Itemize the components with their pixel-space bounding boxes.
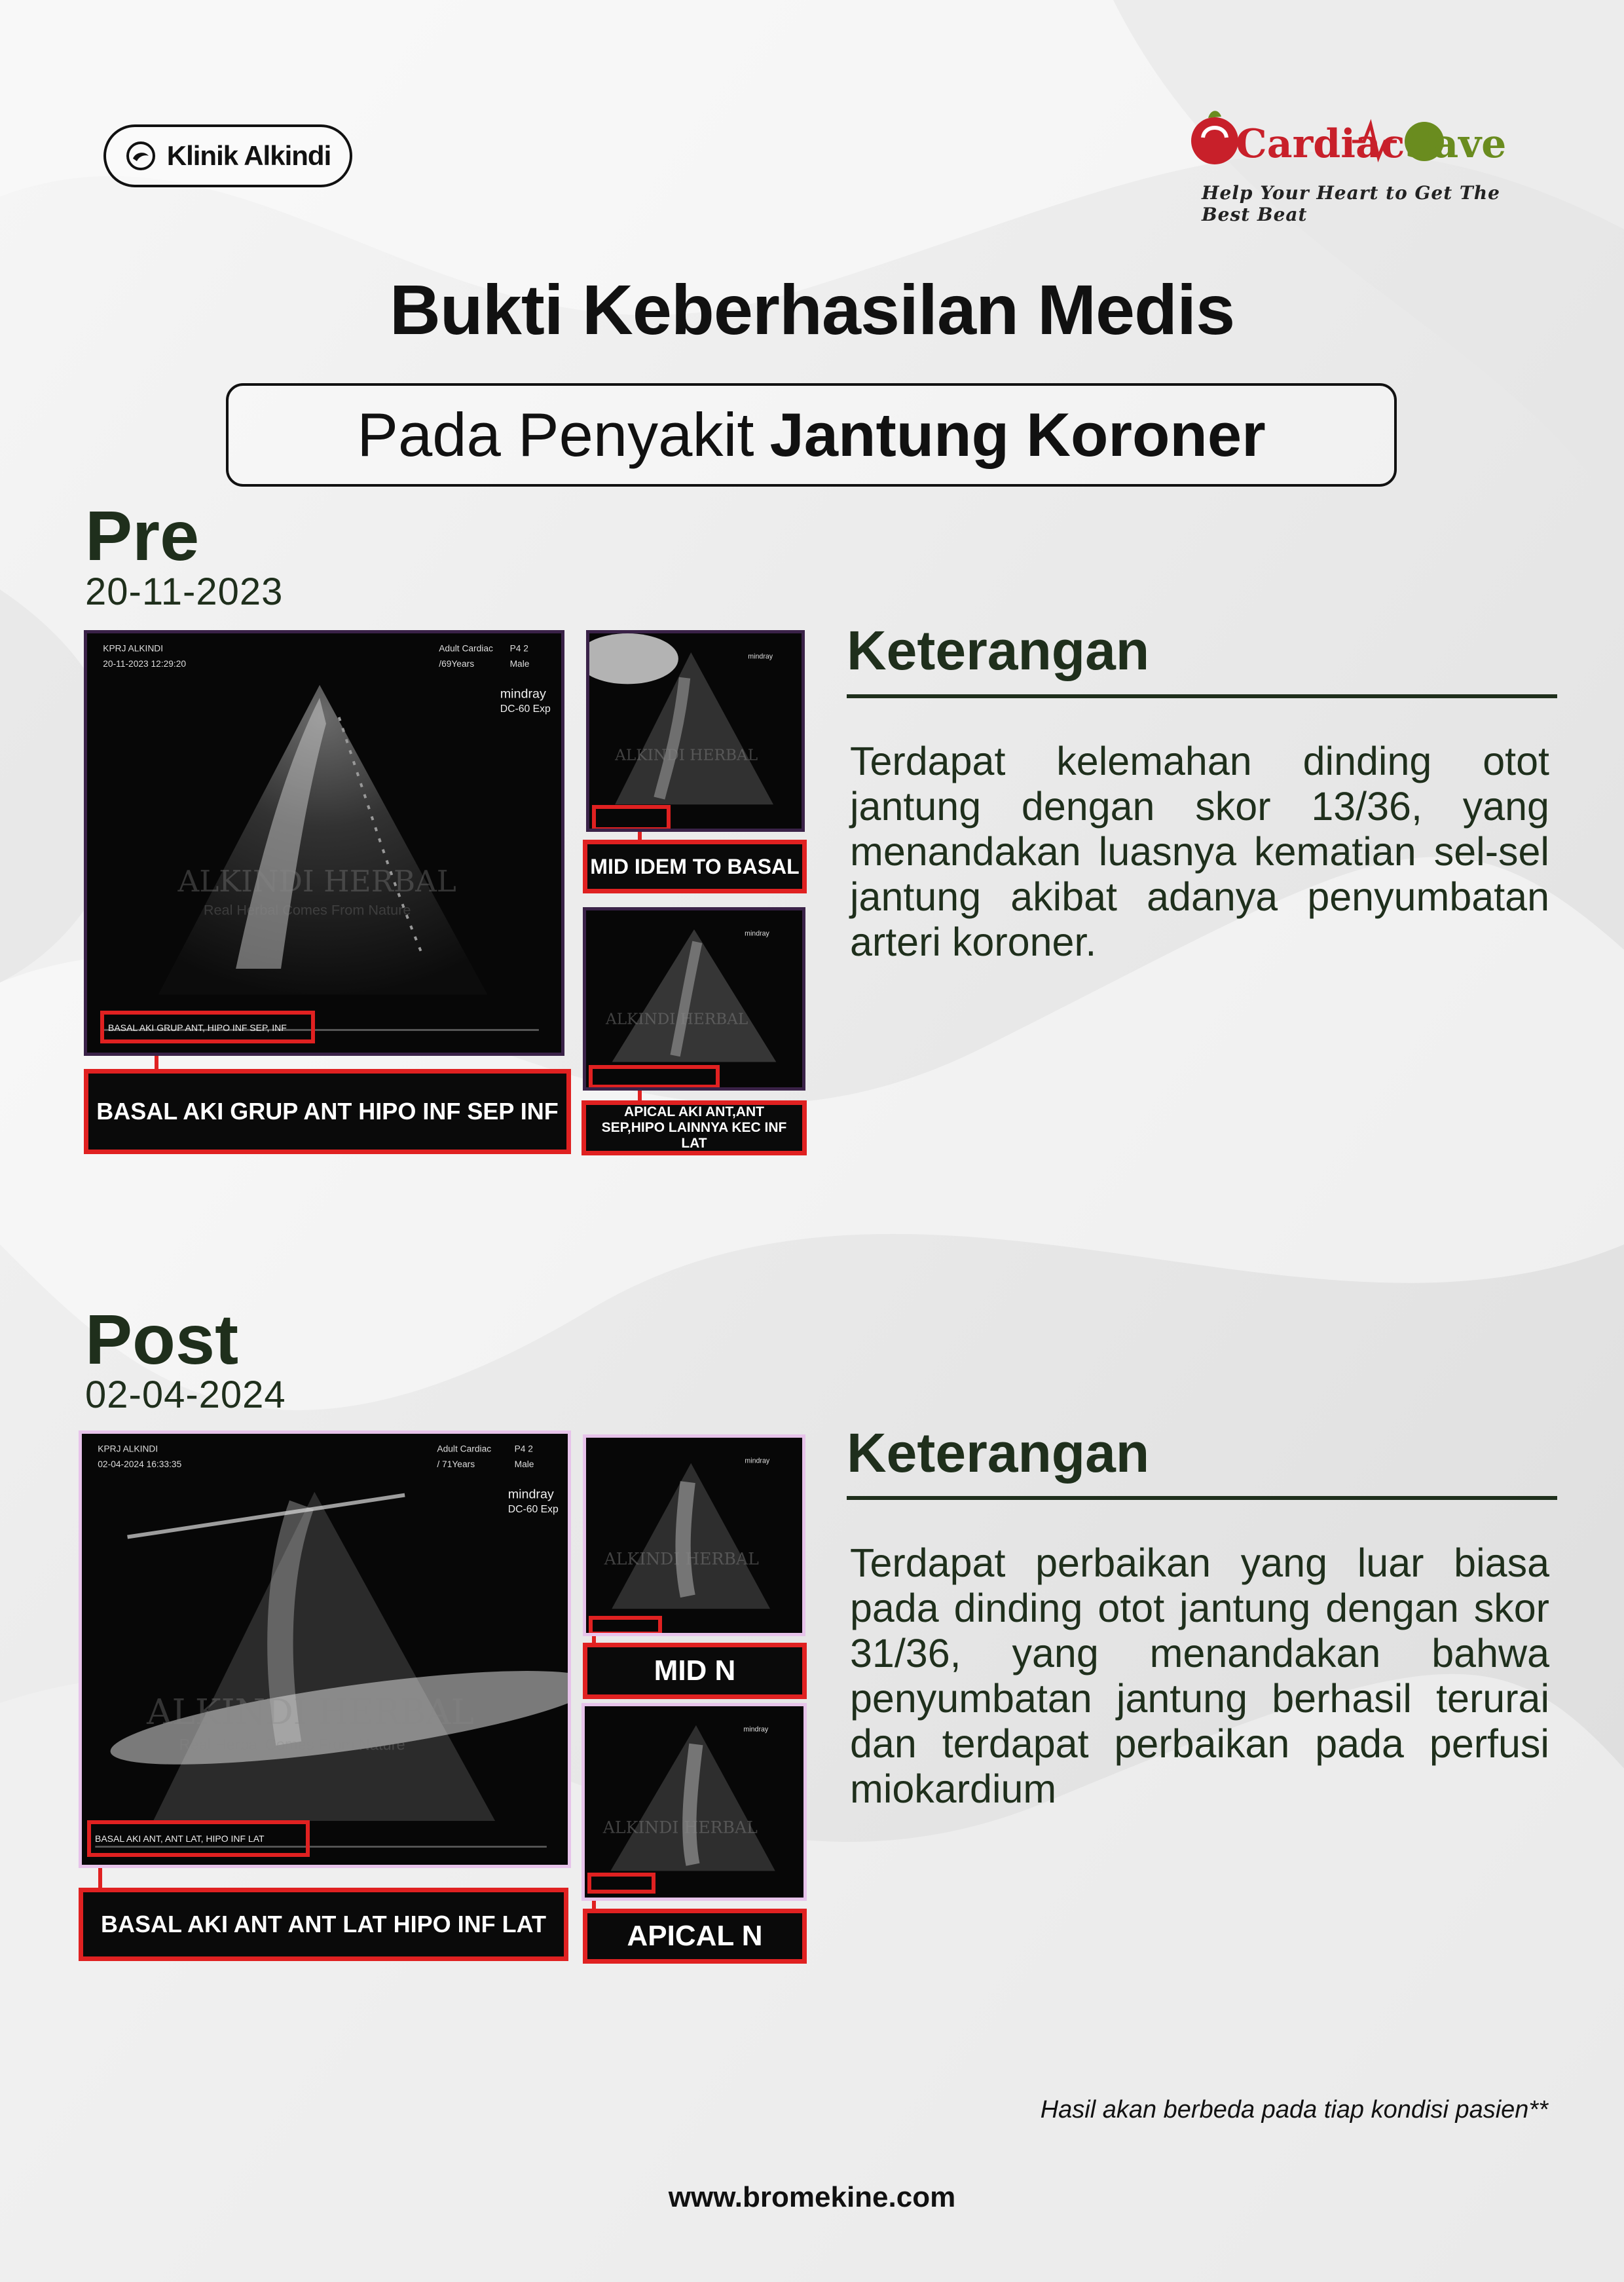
post-echo-mid-image [583, 1434, 805, 1636]
echo-scan-graphic [589, 633, 802, 829]
echo-scan-graphic [87, 633, 561, 1053]
svg-text:mindray: mindray [748, 652, 773, 661]
svg-text:KPRJ ALKINDI: KPRJ ALKINDI [98, 1444, 158, 1454]
post-main-annotation: BASAL AKI ANT, ANT LAT, HIPO INF LAT [95, 1833, 265, 1844]
post-label: Post [85, 1300, 239, 1379]
svg-text:ALKINDI HERBAL: ALKINDI HERBAL [606, 1011, 748, 1028]
svg-text:mindray: mindray [500, 686, 546, 701]
brand-tagline: Help Your Heart to Get The Best Beat [1202, 182, 1500, 225]
svg-text:ALKINDI HERBAL: ALKINDI HERBAL [147, 1692, 474, 1733]
echo-scan-graphic [586, 910, 802, 1087]
brand-logo [1189, 105, 1529, 225]
svg-text:DC-60 Exp: DC-60 Exp [500, 703, 551, 715]
svg-text:ALKINDI HERBAL: ALKINDI HERBAL [177, 863, 456, 899]
subtitle-bold: Jantung Koroner [769, 400, 1266, 469]
svg-text:mindray: mindray [743, 1725, 769, 1734]
clinic-badge [103, 124, 352, 187]
pre-echo-apical-image [583, 907, 805, 1091]
pre-mid-tag: MID IDEM TO BASAL [583, 840, 807, 893]
svg-text:P4 2: P4 2 [509, 643, 528, 654]
svg-text:mindray: mindray [745, 1457, 770, 1465]
svg-text:Adult Cardiac: Adult Cardiac [439, 643, 493, 654]
echo-scan-graphic [82, 1434, 568, 1865]
pre-main-tag: BASAL AKI GRUP ANT HIPO INF SEP INF [84, 1069, 571, 1154]
svg-text:mindray: mindray [507, 1487, 554, 1502]
brand-name-part2: Save [1405, 121, 1507, 167]
post-keterangan-title: Keterangan [847, 1422, 1150, 1484]
post-mid-tag: MID N [583, 1643, 807, 1699]
svg-text:02-04-2024 16:33:35: 02-04-2024 16:33:35 [98, 1459, 182, 1470]
svg-text:KPRJ ALKINDI: KPRJ ALKINDI [103, 643, 164, 654]
pre-label: Pre [85, 496, 200, 575]
svg-text:DC-60 Exp: DC-60 Exp [507, 1504, 559, 1516]
echo-scan-graphic [586, 1438, 802, 1633]
post-apical-annotation-box [587, 1873, 655, 1894]
disclaimer: Hasil akan berbeda pada tiap kondisi pasien** [1040, 2096, 1548, 2123]
svg-text:/ 71Years: / 71Years [437, 1459, 475, 1470]
svg-text:20-11-2023 12:29:20: 20-11-2023 12:29:20 [103, 659, 187, 669]
post-mid-annotation-box [589, 1616, 662, 1636]
post-main-annotation-box [87, 1820, 310, 1857]
page-title: Bukti Keberhasilan Medis [389, 270, 1235, 349]
pre-main-annotation: BASAL AKI GRUP ANT, HIPO INF SEP, INF [108, 1022, 287, 1033]
svg-text:ALKINDI HERBAL: ALKINDI HERBAL [604, 1549, 759, 1569]
svg-text:P4 2: P4 2 [514, 1444, 533, 1454]
divider [847, 1496, 1557, 1500]
clinic-name: Klinik Alkindi [166, 140, 331, 171]
pre-keterangan-text: Terdapat kelemahan dinding otot jantung dengan skor 13/36, yang menandakan luasnya kematian sel-sel jantung akibat adanya penyumbatan arteri koroner. [850, 739, 1549, 964]
post-apical-tag: APICAL N [583, 1909, 807, 1964]
pre-apical-annotation-box [589, 1065, 720, 1089]
svg-text:Real Herbal Comes From Nature: Real Herbal Comes From Nature [203, 901, 411, 918]
brand-name-part1: Cardiac [1236, 121, 1405, 167]
pre-main-annotation-box [100, 1011, 315, 1043]
svg-text:Male: Male [514, 1459, 534, 1470]
post-echo-main-image [79, 1431, 571, 1868]
svg-text:/69Years: /69Years [439, 659, 475, 669]
post-main-tag: BASAL AKI ANT ANT LAT HIPO INF LAT [79, 1888, 568, 1961]
subtitle-regular: Pada Penyakit [357, 400, 754, 469]
subtitle-box [226, 383, 1397, 487]
divider [847, 694, 1557, 698]
svg-text:mindray: mindray [745, 929, 769, 938]
pre-echo-mid-image [586, 630, 805, 832]
post-keterangan-text: Terdapat perbaikan yang luar biasa pada dinding otot jantung dengan skor 31/36, yang menandakan bahwa penyumbatan jantung berhasil terurai dan terdapat perbaikan pada perfusi miokardium [850, 1541, 1549, 1811]
pre-apical-tag: APICAL AKI ANT,ANT SEP,HIPO LAINNYA KEC INF LAT [581, 1100, 807, 1155]
svg-text:Adult Cardiac: Adult Cardiac [437, 1444, 492, 1454]
cardiac-save-logo-icon [1189, 105, 1529, 177]
pre-echo-main-image [84, 630, 564, 1056]
post-echo-apical-image [581, 1703, 807, 1901]
pre-mid-annotation-box [592, 805, 671, 831]
clinic-logo-icon [125, 140, 157, 172]
svg-text:ALKINDI HERBAL: ALKINDI HERBAL [615, 746, 758, 764]
pre-date: 20-11-2023 [85, 570, 284, 613]
pre-keterangan-title: Keterangan [847, 620, 1150, 681]
post-date: 02-04-2024 [85, 1374, 286, 1416]
svg-text:Male: Male [509, 659, 530, 669]
svg-text:Real Herbal Comes From Nature: Real Herbal Comes From Nature [179, 1736, 405, 1754]
echo-scan-graphic [585, 1706, 803, 1898]
website-link[interactable]: www.bromekine.com [668, 2181, 956, 2213]
svg-text:ALKINDI HERBAL: ALKINDI HERBAL [602, 1818, 758, 1837]
